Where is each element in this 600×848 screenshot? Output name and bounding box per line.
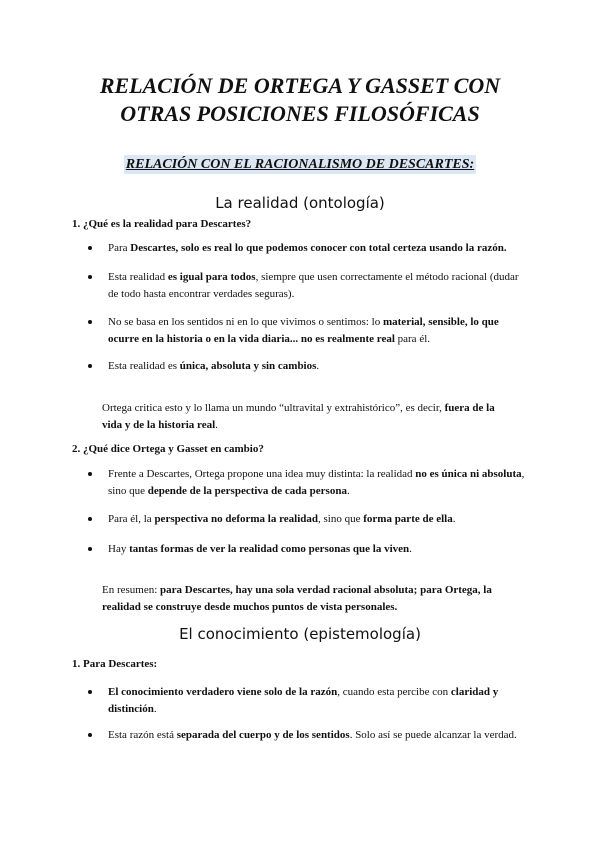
heading-realidad: La realidad (ontología) (215, 194, 385, 212)
heading-conocimiento: El conocimiento (epistemología) (179, 625, 421, 643)
bullet-icon (88, 320, 92, 324)
bullet-icon (88, 246, 92, 250)
list-item: El conocimiento verdadero viene solo de la razón, cuando esta percibe con claridad y distinción. (88, 684, 528, 718)
bullet-icon (88, 275, 92, 279)
list-item: Hay tantas formas de ver la realidad como personas que la viven. (88, 541, 528, 558)
summary-paragraph: En resumen: para Descartes, hay una sola verdad racional absoluta; para Ortega, la realidad se construye desde muchos puntos de vista personales. (102, 584, 492, 613)
section-heading (0, 155, 600, 173)
list-item: Para él, la perspectiva no deforma la realidad, sino que forma parte de ella. (88, 511, 528, 528)
document-title-line-1: RELACIÓN DE ORTEGA Y GASSET CON (99, 73, 501, 98)
list-item: Para Descartes, solo es real lo que podemos conocer con total certeza usando la razón. (88, 240, 528, 257)
bullet-icon (88, 517, 92, 521)
list-item: Frente a Descartes, Ortega propone una idea muy distinta: la realidad no es única ni absoluta, sino que depende de la perspectiva de cada persona. (88, 466, 528, 500)
paragraph: Ortega critica esto y lo llama un mundo “ultravital y extrahistórico”, es decir, fuera de la vida y de la historia real. (102, 402, 495, 431)
bullet-icon (88, 733, 92, 737)
question-3: 1. Para Descartes: (72, 658, 158, 670)
list-item: Esta realidad es única, absoluta y sin cambios. (88, 358, 528, 375)
document-title-line-2: OTRAS POSICIONES FILOSÓFICAS (120, 101, 480, 126)
bullet-icon (88, 472, 92, 476)
bullet-icon (88, 690, 92, 694)
list-item: No se basa en los sentidos ni en lo que vivimos o sentimos: lo material, sensible, lo que ocurre en la historia o en la vida diaria... no es realmente real para él. (88, 314, 528, 348)
list-item: Esta realidad es igual para todos, siempre que usen correctamente el método racional (dudar de todo hasta encontrar verdades seguras). (88, 269, 528, 303)
question-2: 2. ¿Qué dice Ortega y Gasset en cambio? (72, 443, 264, 455)
list-item: Esta razón está separada del cuerpo y de los sentidos. Solo así se puede alcanzar la verdad. (88, 727, 528, 744)
bullet-icon (88, 364, 92, 368)
section-heading-text: RELACIÓN CON EL RACIONALISMO DE DESCARTES: (125, 157, 475, 172)
bullet-icon (88, 547, 92, 551)
question-1: 1. ¿Qué es la realidad para Descartes? (72, 218, 252, 230)
